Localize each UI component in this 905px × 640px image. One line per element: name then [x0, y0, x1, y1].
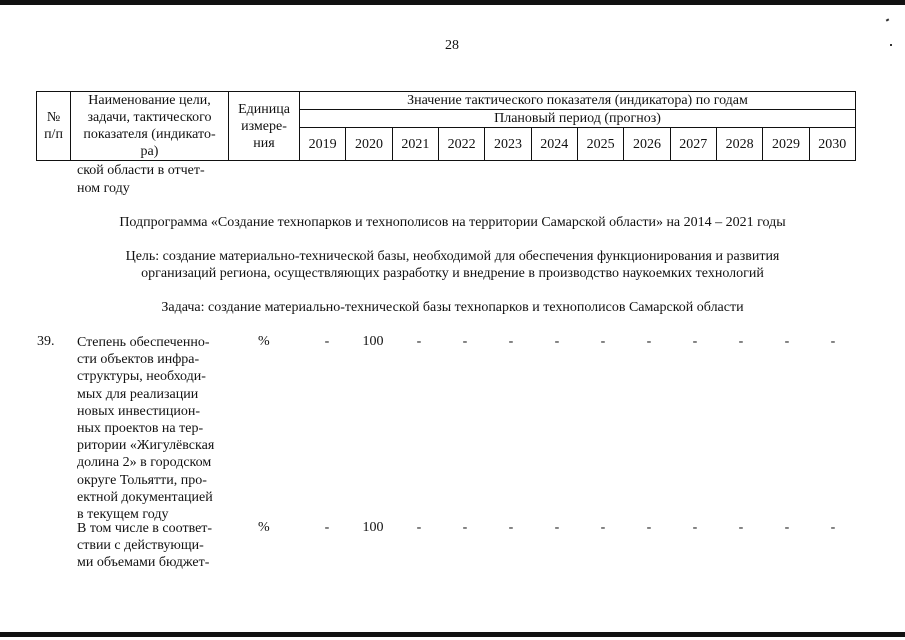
header-values-title: Значение тактического показателя (индикатора) по годам [300, 92, 856, 110]
value-cell: - [416, 520, 422, 535]
value-cell: - [784, 520, 790, 535]
value-cell: - [554, 520, 560, 535]
header-year: 2029 [763, 128, 809, 161]
indicator-name-line: структуры, необходи- [77, 369, 206, 385]
header-name-cell [71, 92, 229, 161]
goal-text [0, 248, 905, 282]
value-cell: - [692, 520, 698, 535]
indicator-name-line: округе Тольятти, про- [77, 472, 207, 488]
value-cell: - [784, 334, 790, 349]
header-year: 2028 [716, 128, 762, 161]
indicator-name-line: ритории «Жигулёвская [77, 438, 215, 454]
indicator-name-line: ствии с действующи- [77, 538, 204, 554]
value-cell: - [738, 520, 744, 535]
value-cell: - [324, 520, 330, 535]
value-cell: - [508, 520, 514, 535]
value-cell: - [324, 334, 330, 349]
header-year: 2021 [392, 128, 438, 161]
task-text: Задача: создание материально-технической базы технопарков и технополисов Самарской области [161, 300, 744, 315]
header-name-line: задачи, тактического [87, 110, 212, 125]
scan-speck [890, 44, 892, 46]
indicator-name-line: долина 2» в городском [77, 455, 212, 471]
value-cell: - [830, 334, 836, 349]
value-cell: - [692, 334, 698, 349]
goal-line: организаций региона, осуществляющих разработку и внедрение в производство наукоемких технологий [141, 266, 764, 281]
header-name-line: ра) [140, 144, 159, 159]
value-cell: - [600, 520, 606, 535]
header-unit-line: измере- [241, 118, 287, 134]
continued-line: ской области в отчет- [77, 163, 205, 178]
page-number: 28 [445, 38, 459, 53]
value-cell: - [830, 520, 836, 535]
header-year: 2019 [300, 128, 346, 161]
indicator-table-header [36, 91, 856, 161]
indicator-name-line: ных проектов на тер- [77, 421, 204, 437]
header-year: 2027 [670, 128, 716, 161]
goal-line: Цель: создание материально-технической базы, необходимой для обеспечения функционирования и развития [125, 249, 780, 264]
header-number-cell [37, 92, 71, 161]
header-year: 2025 [577, 128, 623, 161]
header-unit-line: Единица [238, 101, 290, 117]
indicator-name-line: в текущем году [77, 507, 169, 523]
indicator-name-line: новых инвестицион- [77, 403, 201, 419]
indicator-name-line: ектной документацией [77, 489, 213, 505]
header-number-line: № [46, 110, 61, 125]
value-cell: 100 [362, 520, 384, 535]
indicator-name [77, 334, 229, 523]
value-cell: - [462, 334, 468, 349]
header-unit-cell [229, 92, 300, 161]
scan-speck [886, 18, 890, 21]
header-year: 2020 [346, 128, 392, 161]
unit-cell: % [258, 334, 270, 349]
indicator-name [77, 520, 229, 572]
indicator-name-line: мых для реализации [77, 386, 199, 402]
indicator-name-line: сти объектов инфра- [77, 352, 200, 368]
top-border [0, 0, 905, 5]
value-cell: - [646, 520, 652, 535]
indicator-name-line: В том числе в соответ- [77, 521, 213, 536]
header-year: 2022 [438, 128, 484, 161]
continued-line: ном году [77, 181, 130, 196]
subprogram-title: Подпрограмма «Создание технопарков и технополисов на территории Самарской области» на 2014 – 2021 годы [119, 215, 786, 230]
indicator-name-line: Степень обеспеченно- [77, 335, 210, 350]
header-name-line: показателя (индикато- [83, 127, 216, 142]
value-cell: - [646, 334, 652, 349]
header-name-line: Наименование цели, [88, 93, 211, 108]
value-cell: - [600, 334, 606, 349]
value-cell: 100 [362, 334, 384, 349]
header-year: 2024 [531, 128, 577, 161]
header-year: 2023 [485, 128, 531, 161]
unit-cell: % [258, 520, 270, 535]
value-cell: - [554, 334, 560, 349]
row-number: 39. [37, 334, 55, 349]
continued-indicator-name [77, 162, 229, 198]
value-cell: - [508, 334, 514, 349]
value-cell: - [462, 520, 468, 535]
indicator-name-line: ми объемами бюджет- [77, 555, 210, 571]
bottom-border [0, 632, 905, 637]
header-unit-line: ния [253, 135, 275, 151]
header-planned-period: Плановый период (прогноз) [300, 110, 856, 128]
value-cell: - [738, 334, 744, 349]
value-cell: - [416, 334, 422, 349]
header-year: 2026 [624, 128, 670, 161]
header-number-line: п/п [44, 127, 63, 142]
header-year: 2030 [809, 128, 855, 161]
